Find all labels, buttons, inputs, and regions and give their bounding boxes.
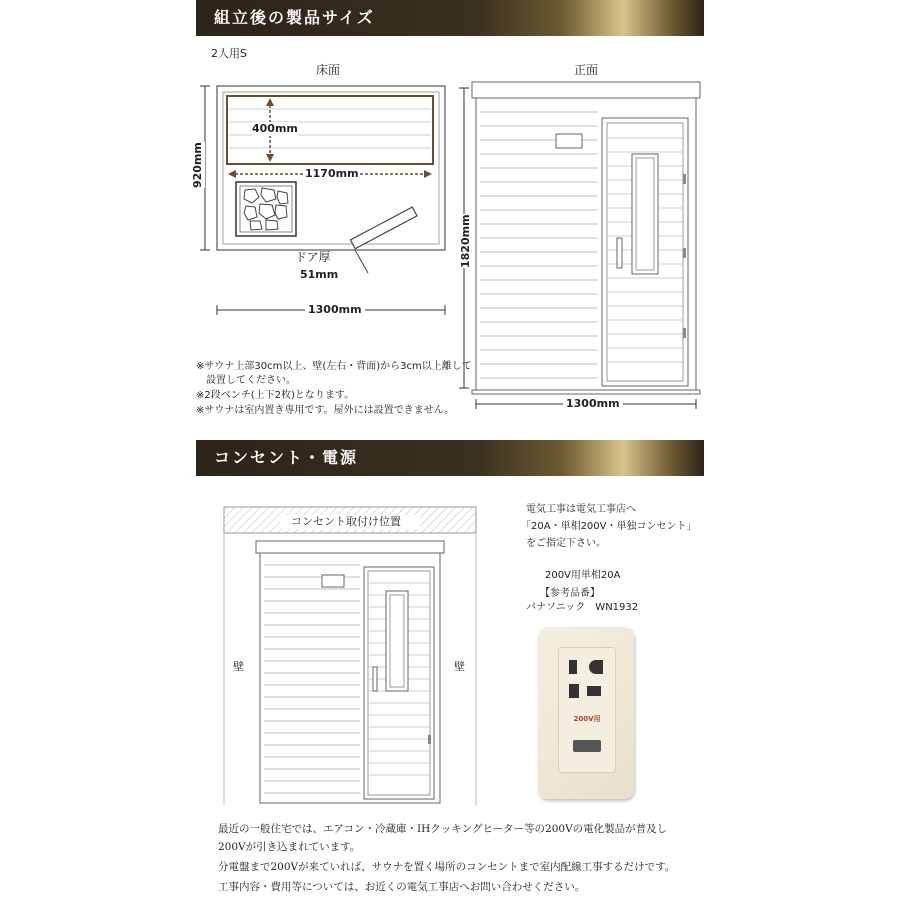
wall-left-label: 壁: [233, 660, 244, 673]
front-elevation-diagram: [458, 78, 708, 418]
front-heading: 正面: [574, 63, 599, 77]
section-header-size: [196, 0, 704, 36]
ref-label: 【参考品番】: [540, 588, 600, 599]
install-position-label: コンセント取付け位置: [291, 515, 401, 528]
note-2: ※2段ベンチ(上下2枚)となります。: [196, 390, 355, 401]
outlet-slot-icon: [569, 660, 577, 674]
note-1: ※サウナ上部30cm以上、壁(左右・背面)から3cm以上離して: [196, 361, 472, 372]
info-line-3: をご指定下さい。: [526, 538, 606, 549]
info-line-2: 「20A・単相200V・単独コンセント」: [521, 521, 697, 532]
wall-right-label: 壁: [454, 660, 465, 673]
outlet-face: [558, 647, 616, 773]
door-label: ドア厚: [295, 250, 331, 264]
paragraph-line-4: 工事内容・費用等については、お近くの電気工事店へお問い合わせください。: [218, 881, 586, 893]
floor-heading: 床面: [316, 63, 341, 77]
bench-depth-label: 400mm: [252, 122, 298, 135]
section-title: 組立後の製品サイズ: [214, 8, 375, 27]
info-line-1: 電気工事は電気工事店へ: [526, 504, 636, 515]
front-height-label: 1820mm: [459, 214, 472, 268]
paragraph-line-1: 最近の一般住宅では、エアコン・冷蔵庫・IHクッキングヒーター等の200Vの電化製品が普及し: [218, 823, 668, 835]
floor-depth-label: 920mm: [191, 142, 204, 188]
bench-width-label: 1170mm: [305, 167, 359, 180]
floor-plan-diagram: [190, 78, 460, 328]
outlet-position-diagram: [220, 505, 480, 810]
floor-width-label: 1300mm: [305, 303, 365, 317]
paragraph-line-2: 200Vが引き込まれています。: [218, 841, 361, 853]
outlet-voltage-label: 200V用: [573, 715, 601, 723]
outlet-slot-icon: [589, 660, 603, 674]
model-label: 2人用S: [211, 47, 247, 60]
door-thickness-label: 51mm: [300, 268, 339, 281]
outlet-ground-slot-icon: [573, 740, 601, 752]
outlet-slot-icon: [569, 684, 579, 698]
spec-label: 200V用単相20A: [545, 570, 621, 581]
outlet-plate: [538, 627, 634, 799]
outlet-slot-icon: [587, 686, 601, 696]
front-width-label: 1300mm: [563, 397, 623, 411]
section-header-power: [196, 440, 704, 476]
section-title: コンセント・電源: [214, 448, 359, 467]
note-1b: 設置してください。: [196, 375, 296, 386]
paragraph-line-3: 分電盤まで200Vが来ていれば、サウナを置く場所のコンセントまで室内配線工事するだけです。: [218, 861, 676, 873]
ref-product: パナソニック WN1932: [526, 602, 639, 613]
note-3: ※サウナは室内置き専用です。屋外には設置できません。: [196, 405, 455, 416]
